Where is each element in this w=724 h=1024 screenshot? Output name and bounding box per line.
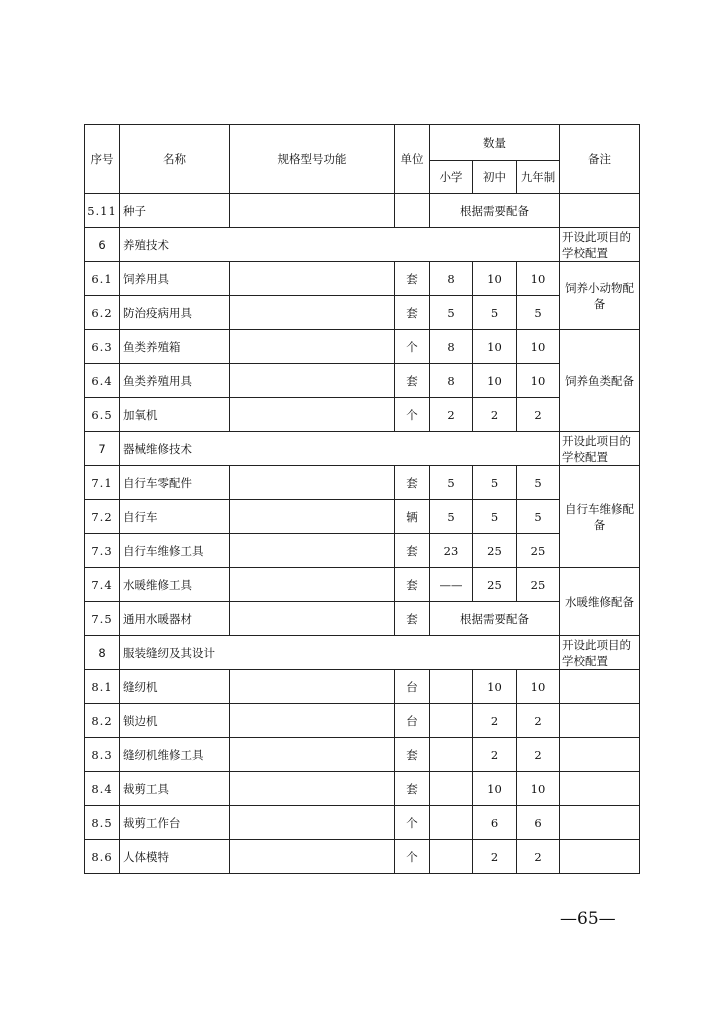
section-seq: 7	[85, 432, 120, 466]
row-unit: 套	[395, 534, 430, 568]
row-unit: 套	[395, 262, 430, 296]
row-seq: 8.2	[85, 704, 120, 738]
row-name: 饲养用具	[120, 262, 230, 296]
section-seq: 8	[85, 636, 120, 670]
row-seq: 6.3	[85, 330, 120, 364]
row-unit: 个	[395, 398, 430, 432]
merged-remark: 水暖维修配备	[560, 568, 640, 636]
row-qty-primary: 5	[430, 466, 473, 500]
row-name: 通用水暖器材	[120, 602, 230, 636]
row-spec	[230, 670, 395, 704]
row-remark	[560, 194, 640, 228]
row-spec	[230, 364, 395, 398]
row-qty-junior: 25	[473, 568, 517, 602]
row-qty-junior: 2	[473, 840, 517, 874]
table-row	[85, 262, 640, 296]
row-name: 自行车维修工具	[120, 534, 230, 568]
table-row	[85, 534, 640, 568]
row-spec	[230, 194, 395, 228]
row-qty-nine: 10	[517, 364, 560, 398]
row-name: 缝纫机维修工具	[120, 738, 230, 772]
table-row	[85, 364, 640, 398]
table-row	[85, 670, 640, 704]
row-qty-nine: 10	[517, 262, 560, 296]
page-number: —65—	[560, 909, 616, 929]
table-row	[85, 398, 640, 432]
header-name: 名称	[120, 125, 230, 194]
row-qty-nine: 25	[517, 568, 560, 602]
row-qty-primary	[430, 806, 473, 840]
row-qty-primary: 5	[430, 500, 473, 534]
section-seq: 6	[85, 228, 120, 262]
row-qty-primary: 8	[430, 364, 473, 398]
row-qty-junior: 25	[473, 534, 517, 568]
row-unit: 台	[395, 704, 430, 738]
row-unit: 个	[395, 330, 430, 364]
row-qty-nine: 5	[517, 466, 560, 500]
row-qty-primary	[430, 840, 473, 874]
row-qty-primary: 8	[430, 330, 473, 364]
table-row	[85, 330, 640, 364]
table-row	[85, 840, 640, 874]
row-name: 自行车	[120, 500, 230, 534]
row-remark	[560, 840, 640, 874]
section-remark: 开设此项目的学校配置	[560, 228, 640, 262]
header-spec: 规格型号功能	[230, 125, 395, 194]
row-qty-nine: 2	[517, 840, 560, 874]
row-qty-primary: 5	[430, 296, 473, 330]
row-seq: 8.1	[85, 670, 120, 704]
header-junior: 初中	[473, 161, 517, 194]
row-unit: 套	[395, 568, 430, 602]
row-unit: 台	[395, 670, 430, 704]
section-remark: 开设此项目的学校配置	[560, 432, 640, 466]
row-qty-nine: 10	[517, 330, 560, 364]
table-row	[85, 500, 640, 534]
section-title: 服装缝纫及其设计	[120, 636, 560, 670]
row-note: 根据需要配备	[430, 194, 560, 228]
row-unit: 套	[395, 602, 430, 636]
row-qty-nine: 10	[517, 670, 560, 704]
row-qty-junior: 10	[473, 772, 517, 806]
row-qty-junior: 2	[473, 704, 517, 738]
row-seq: 7.3	[85, 534, 120, 568]
row-qty-junior: 6	[473, 806, 517, 840]
row-unit: 个	[395, 806, 430, 840]
row-name: 缝纫机	[120, 670, 230, 704]
row-qty-junior: 10	[473, 330, 517, 364]
row-name: 锁边机	[120, 704, 230, 738]
row-name: 裁剪工作台	[120, 806, 230, 840]
row-unit	[395, 194, 430, 228]
table-row	[85, 466, 640, 500]
row-qty-nine: 2	[517, 398, 560, 432]
equipment-table	[84, 124, 640, 874]
row-qty-nine: 25	[517, 534, 560, 568]
header-remark: 备注	[560, 125, 640, 194]
row-seq: 7.2	[85, 500, 120, 534]
header-unit: 单位	[395, 125, 430, 194]
row-name: 裁剪工具	[120, 772, 230, 806]
section-remark: 开设此项目的学校配置	[560, 636, 640, 670]
row-qty-junior: 5	[473, 296, 517, 330]
row-unit: 套	[395, 772, 430, 806]
row-spec	[230, 602, 395, 636]
row-qty-primary	[430, 738, 473, 772]
merged-remark: 饲养小动物配备	[560, 262, 640, 330]
table-row	[85, 806, 640, 840]
row-qty-junior: 2	[473, 398, 517, 432]
row-name: 鱼类养殖箱	[120, 330, 230, 364]
row-spec	[230, 840, 395, 874]
header-nine-year: 九年制	[517, 161, 560, 194]
row-qty-primary: 2	[430, 398, 473, 432]
row-seq: 6.4	[85, 364, 120, 398]
row-spec	[230, 262, 395, 296]
section-row	[85, 228, 640, 262]
row-seq: 6.1	[85, 262, 120, 296]
row-name: 防治疫病用具	[120, 296, 230, 330]
row-qty-junior: 10	[473, 262, 517, 296]
row-spec	[230, 806, 395, 840]
row-seq: 7.4	[85, 568, 120, 602]
row-spec	[230, 466, 395, 500]
row-name: 水暖维修工具	[120, 568, 230, 602]
row-qty-nine: 5	[517, 500, 560, 534]
row-qty-nine: 6	[517, 806, 560, 840]
row-seq: 6.2	[85, 296, 120, 330]
table-row	[85, 738, 640, 772]
row-seq: 5.11	[85, 194, 120, 228]
row-unit: 个	[395, 840, 430, 874]
row-spec	[230, 738, 395, 772]
row-spec	[230, 398, 395, 432]
merged-remark: 自行车维修配备	[560, 466, 640, 568]
merged-remark: 饲养鱼类配备	[560, 330, 640, 432]
row-qty-nine: 2	[517, 704, 560, 738]
row-qty-junior: 5	[473, 466, 517, 500]
row-name: 种子	[120, 194, 230, 228]
row-qty-junior: 10	[473, 670, 517, 704]
row-remark	[560, 806, 640, 840]
row-remark	[560, 772, 640, 806]
row-seq: 7.1	[85, 466, 120, 500]
row-qty-primary	[430, 772, 473, 806]
section-title: 器械维修技术	[120, 432, 560, 466]
row-unit: 套	[395, 466, 430, 500]
row-qty-primary: ——	[430, 568, 473, 602]
table-row	[85, 568, 640, 602]
table-row	[85, 772, 640, 806]
row-qty-primary: 8	[430, 262, 473, 296]
row-remark	[560, 738, 640, 772]
row-unit: 套	[395, 738, 430, 772]
section-row	[85, 432, 640, 466]
row-unit: 辆	[395, 500, 430, 534]
row-spec	[230, 500, 395, 534]
row-seq: 6.5	[85, 398, 120, 432]
row-note: 根据需要配备	[430, 602, 560, 636]
row-seq: 7.5	[85, 602, 120, 636]
header-quantity: 数量	[430, 125, 560, 161]
row-name: 自行车零配件	[120, 466, 230, 500]
row-name: 人体模特	[120, 840, 230, 874]
row-seq: 8.5	[85, 806, 120, 840]
row-remark	[560, 704, 640, 738]
row-spec	[230, 568, 395, 602]
row-qty-primary: 23	[430, 534, 473, 568]
row-name: 加氧机	[120, 398, 230, 432]
row-seq: 8.6	[85, 840, 120, 874]
row-qty-junior: 10	[473, 364, 517, 398]
row-unit: 套	[395, 364, 430, 398]
row-qty-nine: 10	[517, 772, 560, 806]
row-qty-primary	[430, 704, 473, 738]
row-qty-primary	[430, 670, 473, 704]
row-spec	[230, 330, 395, 364]
header-primary: 小学	[430, 161, 473, 194]
row-spec	[230, 296, 395, 330]
section-row	[85, 636, 640, 670]
row-qty-junior: 5	[473, 500, 517, 534]
row-qty-nine: 5	[517, 296, 560, 330]
row-seq: 8.4	[85, 772, 120, 806]
row-qty-junior: 2	[473, 738, 517, 772]
row-unit: 套	[395, 296, 430, 330]
row-spec	[230, 704, 395, 738]
row-remark	[560, 670, 640, 704]
row-qty-nine: 2	[517, 738, 560, 772]
row-spec	[230, 772, 395, 806]
row-seq: 8.3	[85, 738, 120, 772]
row-name: 鱼类养殖用具	[120, 364, 230, 398]
table-row	[85, 194, 640, 228]
header-seq: 序号	[85, 125, 120, 194]
row-spec	[230, 534, 395, 568]
section-title: 养殖技术	[120, 228, 560, 262]
table-row	[85, 602, 640, 636]
table-row	[85, 296, 640, 330]
table-row	[85, 704, 640, 738]
